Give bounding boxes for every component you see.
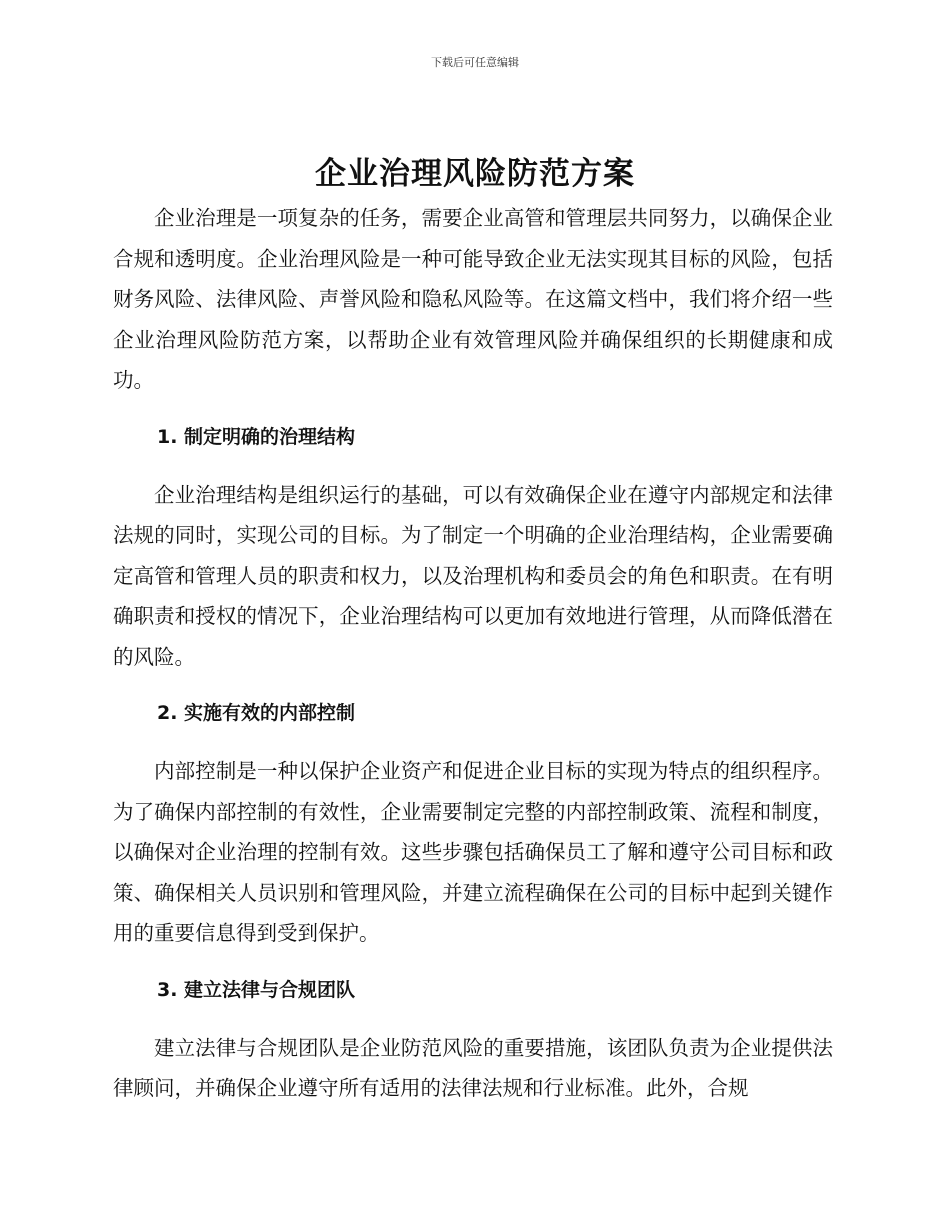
- document-body: [113, 198, 833, 1109]
- header-note: 下载后可任意编辑: [431, 56, 519, 69]
- section-paragraph-1: 企业治理结构是组织运行的基础，可以有效确保企业在遵守内部规定和法律法规的同时，实现公司的目标。为了制定一个明确的企业治理结构，企业需要确定高管和管理人员的职责和权力，以及治理机构和委员会的角色和职责。在有明确职责和授权的情况下，企业治理结构可以更加有效地进行管理，从而降低潜在的风险。: [113, 482, 833, 669]
- intro-paragraph: 企业治理是一项复杂的任务，需要企业高管和管理层共同努力，以确保企业合规和透明度。企业治理风险是一种可能导致企业无法实现其目标的风险，包括财务风险、法律风险、声誉风险和隐私风险等。在这篇文档中，我们将介绍一些企业治理风险防范方案，以帮助企业有效管理风险并确保组织的长期健康和成功。: [113, 206, 833, 392]
- document-title: 企业治理风险防范方案: [315, 156, 635, 192]
- section-heading-2: 2. 实施有效的内部控制: [157, 702, 356, 724]
- section-paragraph-3: 建立法律与合规团队是企业防范风险的重要措施，该团队负责为企业提供法律顾问，并确保企业遵守所有适用的法律法规和行业标准。此外，合规: [113, 1035, 833, 1100]
- section-heading-1: 1. 制定明确的治理结构: [157, 425, 356, 448]
- section-paragraph-2: 内部控制是一种以保护企业资产和促进企业目标的实现为特点的组织程序。为了确保内部控制的有效性，企业需要制定完整的内部控制政策、流程和制度，以确保对企业治理的控制有效。这些步骤包括确保员工了解和遵守公司目标和政策、确保相关人员识别和管理风险，并建立流程确保在公司的目标中起到关键作用的重要信息得到受到保护。: [113, 759, 833, 945]
- section-heading-3: 3. 建立法律与合规团队: [157, 978, 356, 1001]
